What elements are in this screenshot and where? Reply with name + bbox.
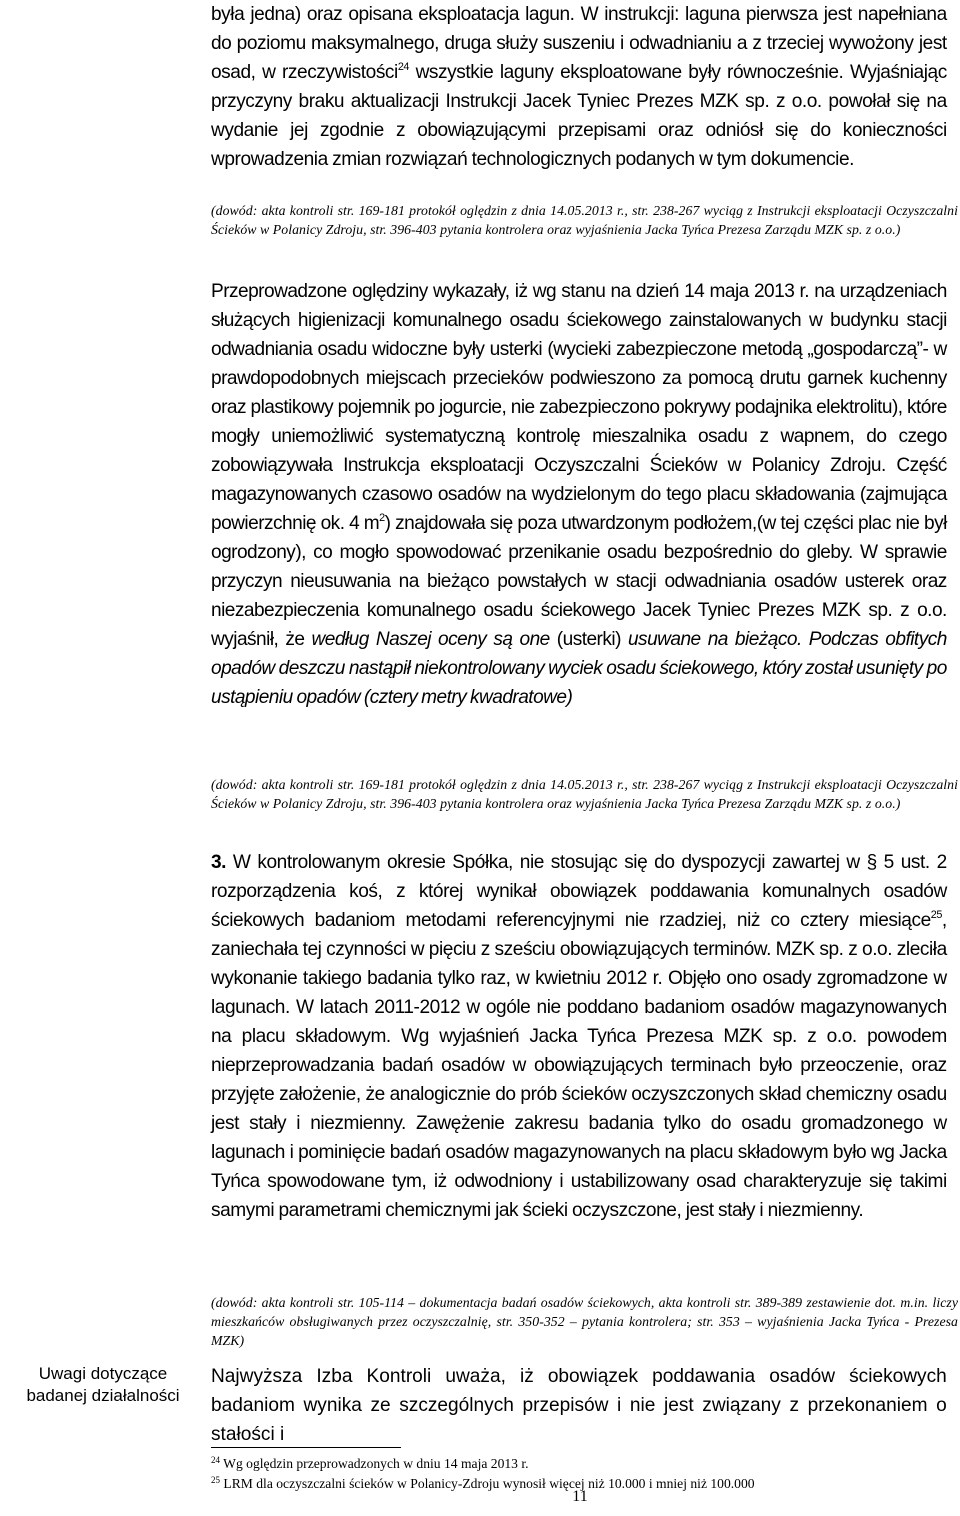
footnotes bbox=[211, 1452, 958, 1492]
footnote-number: 24 bbox=[211, 1455, 220, 1465]
footnote-24 bbox=[211, 1452, 958, 1472]
paragraph-ogledziny-text-b: ) znajdowała się poza utwardzonym podłożem,(w tej części plac nie był ogrodzony), co mogło spowodować przenikanie osadu bezpośrednio do gleby. W sprawie przyczyn nieusuwania na bieżąco powstałych w stacji odwadniania osadów usterek oraz niezabezpieczenia komunalnego osadu ściekowego Jacek Tyniec Prezes MZK sp. z o.o. wyjaśnił, że bbox=[211, 512, 947, 650]
paragraph-ogledziny-text-c: (usterki) bbox=[549, 628, 628, 650]
quote-italic-1: według Naszej oceny są one bbox=[311, 628, 550, 650]
evidence-note-1: (dowód: akta kontroli str. 169-181 protokół oględzin z dnia 14.05.2013 r., str. 238-267 wyciąg z Instrukcji eksploatacji Oczyszczalni Ścieków w Polanicy Zdroju, str. 396-403 pytania kontrolera oraz wyjaśnienia Jacka Tyńca Prezesa Zarządu MZK sp. z o.o.) bbox=[211, 203, 958, 237]
footnote-ref-25: 25 bbox=[930, 909, 942, 921]
sidebar-label-line-1: Uwagi dotyczące bbox=[38, 1364, 168, 1383]
paragraph-laguny-text-cont: wszystkie laguny eksploatowane były równocześnie. Wyjaśniając przyczyny braku aktualizacji Instrukcji Jacek Tyniec Prezes MZK sp. z o.o. powołał się na wydanie jej zgodnie z obowiązującymi przepisami oraz odniósł się do konieczności wprowadzenia zmian rozwiązań technologicznych podanych w tym dokumencie. bbox=[211, 61, 947, 170]
paragraph-nik-opinion: Najwyższa Izba Kontroli uważa, iż obowiązek poddawania osadów ściekowych badaniom wynika ze szczególnych przepisów i nie jest związany z przekonaniem o stałości i bbox=[211, 1365, 947, 1445]
footnote-number: 25 bbox=[211, 1475, 220, 1485]
quote-italic-2: usuwane na bieżąco. Podczas obfitych opadów deszczu nastąpił niekontrolowany wyciek osadu ściekowego, który został usunięty po ustąpieniu opadów (cztery metry kwadratowe) bbox=[211, 628, 947, 708]
footnote-text: LRM dla oczyszczalni ścieków w Polanicy-Zdroju wynosił więcej niż 10.000 i mniej niż 100.000 bbox=[220, 1476, 755, 1491]
paragraph-badania-osadow bbox=[211, 848, 958, 1225]
paragraph-ogledziny bbox=[211, 277, 958, 712]
paragraph-laguny-text: była jedna) oraz opisana eksploatacja lagun. W instrukcji: laguna pierwsza jest napełniana do poziomu maksymalnego, druga służy suszeniu i odwadnianiu a z trzeciej wywożony jest osad, w rzeczywistości bbox=[211, 3, 947, 83]
superscript-2: 2 bbox=[379, 512, 385, 524]
section-number: 3. bbox=[211, 851, 227, 873]
evidence-note-2: (dowód: akta kontroli str. 169-181 protokół oględzin z dnia 14.05.2013 r., str. 238-267 wyciąg z Instrukcji eksploatacji Oczyszczalni Ścieków w Polanicy Zdroju, str. 396-403 pytania kontrolera oraz wyjaśnienia Jacka Tyńca Prezesa Zarządu MZK sp. z o.o.) bbox=[211, 777, 958, 811]
evidence-note-3: (dowód: akta kontroli str. 105-114 – dokumentacja badań osadów ściekowych, akta kontroli str. 389-389 zestawienie dot. m.in. liczy mieszkańców obsługiwanych przez oczyszczalnię, str. 350-352 – pytania kontrolera; str. 353 – wyjaśnienia Jacka Tyńca - Prezesa MZK) bbox=[211, 1295, 958, 1348]
paragraph-ogledziny-text: Przeprowadzone oględziny wykazały, iż wg stanu na dzień 14 maja 2013 r. na urządzeniach służących higienizacji komunalnego osadu ściekowego zainstalowanych w budynku stacji odwadniania osadu widoczne były usterki (wycieki zabezpieczone metodą „gospodarczą”- w prawdopodobnych miejscach przecieków podwieszono za pomocą drutu garnek kuchenny oraz plastikowy pojemnik po jogurcie, nie zabezpieczono pokrywy podajnika elektrolitu), które mogły uniemożliwić systematyczną kontrolę mieszalnika osadu z wapnem, do czego zobowiązywała Instrukcja eksploatacji Oczyszczalni Ścieków w Polanicy Zdroju. Część magazynowanych czasowo osadów na wydzielonym do tego placu składowania (zajmująca powierzchnię ok. 4 m bbox=[211, 280, 947, 534]
paragraph-badania-text-b: , zaniechała tej czynności w pięciu z sześciu obowiązujących terminów. MZK sp. z o.o. zleciła wykonanie takiego badania tylko raz, w kwietniu 2012 r. Objęło ono osady zgromadzone w lagunach. W latach 2011-2012 w ogóle nie poddano badaniom osadów magazynowanych na placu składowym. Wg wyjaśnień Jacka Tyńca Prezesa MZK sp. z o.o. powodem nieprzeprowadzania badań osadów w obowiązujących terminach było przeoczenie, oraz przyjęte założenie, że analogicznie do prób ścieków oczyszczonych skład chemiczny osadu jest stały i niezmienny. Zawężenie zakresu badania tylko do osadu gromadzonego w lagunach i pominięcie badań osadów magazynowanych na placu składowym było wg Jacka Tyńca spowodowane tym, iż odwodniony i ustabilizowany osad charakteryzuje się takimi samymi parametrami chemicznymi jak ścieki oczyszczone, jest stały i niezmienny. bbox=[211, 909, 947, 1221]
footnote-divider bbox=[211, 1447, 401, 1448]
sidebar-section-label bbox=[18, 1363, 188, 1407]
sidebar-label-line-2: badanej działalności bbox=[26, 1386, 180, 1405]
paragraph-badania-text: W kontrolowanym okresie Spółka, nie stosując się do dyspozycji zawartej w § 5 ust. 2 rozporządzenia koś, z której wynikał obowiązek poddawania komunalnych osadów ściekowych badaniom metodami referencyjnymi nie rzadziej, niż co cztery miesiące bbox=[211, 851, 947, 931]
footnote-text: Wg oględzin przeprowadzonych w dniu 14 maja 2013 r. bbox=[220, 1456, 529, 1471]
paragraph-laguny bbox=[211, 0, 958, 174]
page-number: 11 bbox=[572, 1488, 588, 1505]
footnote-ref-24: 24 bbox=[397, 61, 410, 73]
